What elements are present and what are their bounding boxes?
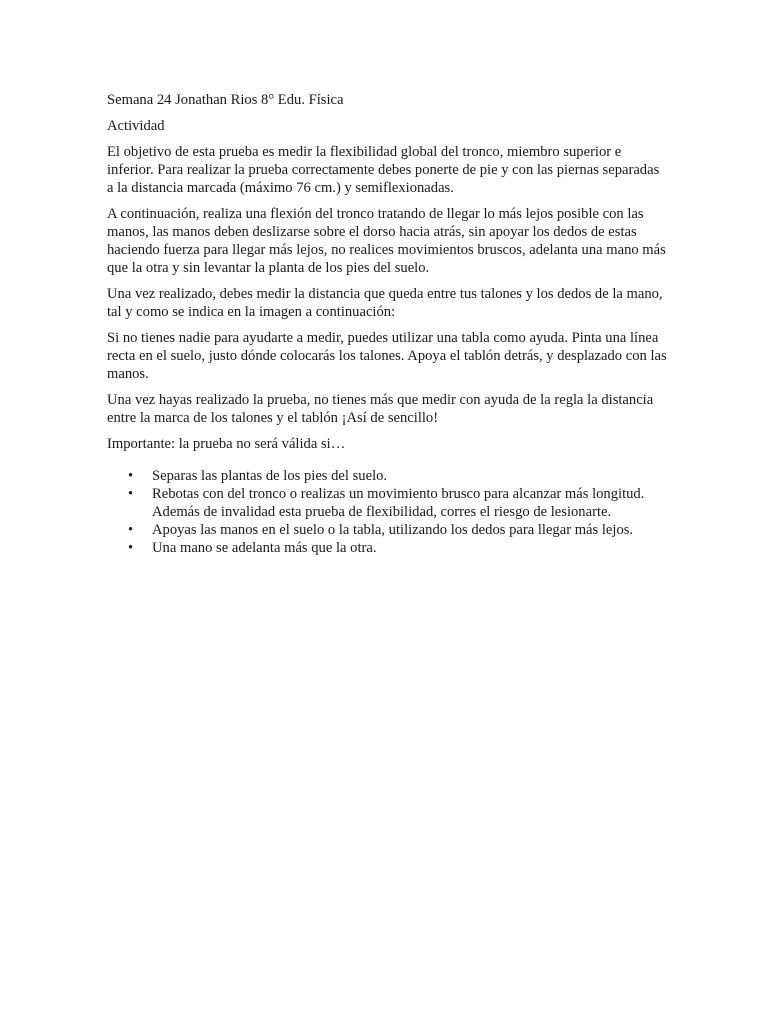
list-item-text: Separas las plantas de los pies del suelo. <box>152 468 388 484</box>
paragraph-measure: Una vez realizado, debes medir la distancia que queda entre tus talones y los dedos de la mano, tal y como se indica en la imagen a continuación: <box>107 286 663 320</box>
list-item <box>107 485 667 521</box>
list-item-text: Una mano se adelanta más que la otra. <box>152 540 377 556</box>
bullet-icon: • <box>128 486 134 502</box>
list-item-text: Rebotas con del tronco o realizas un movimiento brusco para alcanzar más longitud. Además de invalidad esta prueba de flexibilidad, corres el riesgo de lesionarte. <box>152 486 645 520</box>
paragraph-result: Una vez hayas realizado la prueba, no tienes más que medir con ayuda de la regla la distancia entre la marca de los talones y el tablón ¡Así de sencillo! <box>107 392 654 426</box>
bullet-icon: • <box>128 522 134 538</box>
list-item <box>107 539 667 557</box>
paragraph-instructions: A continuación, realiza una flexión del tronco tratando de llegar lo más lejos posible con las manos, las manos deben deslizarse sobre el dorso hacia atrás, sin apoyar los dedos de estas haciendo fuerza para llegar más lejos, no realices movimientos bruscos, adelanta una mano más que la otra y sin levantar la planta de los pies del suelo. <box>107 206 666 276</box>
list-item-text: Apoyas las manos en el suelo o la tabla, utilizando los dedos para llegar más lejos. <box>152 522 634 538</box>
paragraph-objective: El objetivo de esta prueba es medir la flexibilidad global del tronco, miembro superior e inferior. Para realizar la prueba correctamente debes ponerte de pie y con las piernas separadas a la distancia marcada (máximo 76 cm.) y semiflexionadas. <box>107 144 660 196</box>
list-item <box>107 521 667 539</box>
bullet-icon: • <box>128 468 134 484</box>
section-title: Actividad <box>107 118 165 134</box>
list-item <box>107 467 667 485</box>
paragraph-alone: Si no tienes nadie para ayudarte a medir, puedes utilizar una tabla como ayuda. Pinta una línea recta en el suelo, justo dónde colocarás los talones. Apoya el tablón detrás, y desplazado con las manos. <box>107 330 667 382</box>
bullet-icon: • <box>128 540 134 556</box>
document-header: Semana 24 Jonathan Rios 8° Edu. Física <box>107 92 344 108</box>
invalid-conditions-list <box>107 467 667 557</box>
document-page <box>107 91 667 557</box>
important-label: Importante: la prueba no será válida si… <box>107 436 346 452</box>
